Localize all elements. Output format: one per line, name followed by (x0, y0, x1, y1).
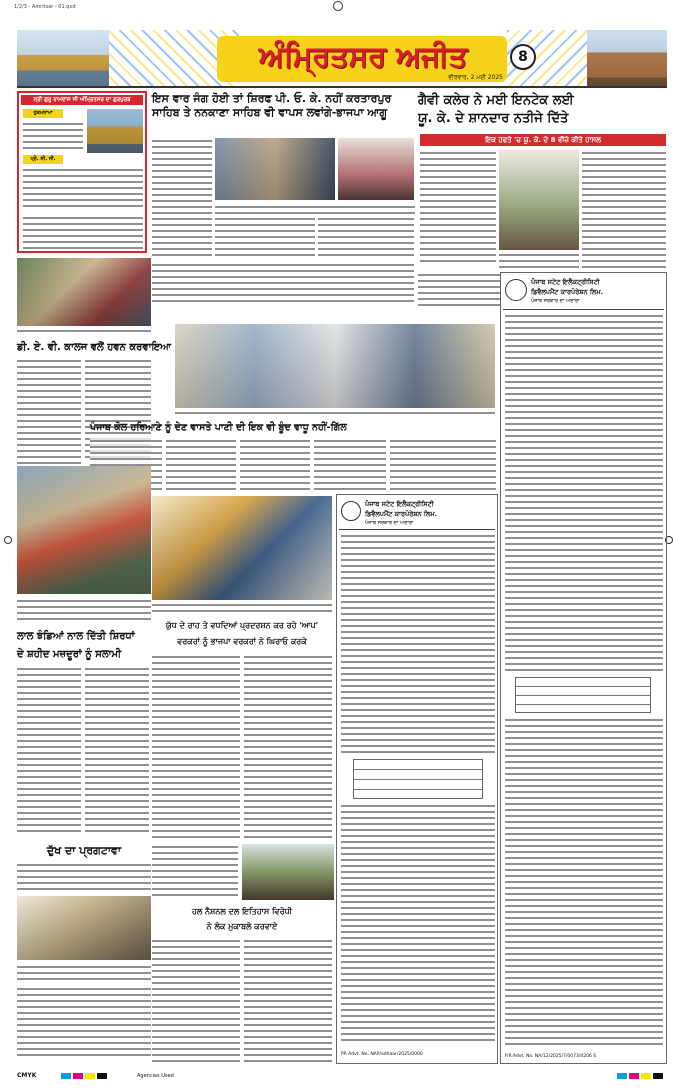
color-swatch-cyan (617, 1073, 627, 1079)
color-swatch-yellow (641, 1073, 651, 1079)
yudh-text-col1 (152, 654, 240, 840)
color-swatch-black (97, 1073, 107, 1079)
tender-org-sub: ਪੰਜਾਬ ਸਰਕਾਰ ਦਾ ਅਦਾਰਾ (365, 520, 414, 526)
hal-text-col1 (152, 938, 240, 1062)
box-text (23, 167, 143, 211)
tender-table (353, 759, 483, 799)
headline-yudh (152, 618, 332, 652)
nankana-photo-men (215, 138, 335, 200)
color-swatch-cyan (61, 1073, 71, 1079)
headline-lal (17, 628, 149, 664)
right-tender-adv-no: P.R.Advt. No. NA/12/2025/7/0073/4206 S (505, 1054, 597, 1059)
lal-text-col1 (17, 666, 81, 832)
punjab-water-text-col5 (390, 438, 496, 492)
footer-bar (17, 1070, 667, 1082)
headline-dukh: ਦੁੱਖ ਦਾ ਪ੍ਰਗਟਾਵਾ (46, 844, 122, 857)
dukh-text2 (17, 986, 151, 1060)
gauvi-text-col2 (582, 150, 666, 268)
heritage-building-image (587, 30, 667, 86)
golden-temple-photo (87, 109, 143, 153)
masthead-title: ਅੰਮ੍ਰਿਤਸਰ ਅਜੀਤ (258, 39, 468, 73)
headline-lal-line1: ਲਾਲ ਝੰਡਿਆਂ ਨਾਲ ਦਿੱਤੀ ਸ਼ਿਰਧਾਂ (17, 631, 135, 642)
gauvi-banner: ਇਕ ਹਫਤੇ 'ਚ ਯੂ. ਕੇ. ਦੇ 8 ਵੀਜ਼ੇ ਕੀਤੇ ਹਾਸਲ (420, 134, 666, 146)
headline-nankana-text: ਇਸ ਵਾਰ ਜੰਗ ਹੋਈ ਤਾਂ ਸ਼ਿਰਫ ਪੀ. ਓ. ਕੇ. ਨਹੀਂ ਕਰਤਾਰਪੁਰ ਸਾਹਿਬ ਤੇ ਨਨਕਾਣਾ ਸਾਹਿਬ ਵੀ ਵਾਪਸ ਲਵਾਂਗੇ-ਭਾਜਪਾ ਆਗੂ (152, 92, 392, 119)
right-tender-table (515, 677, 651, 713)
hal-text-col2 (244, 938, 332, 1062)
headline-lal-line2: ਦੇ ਸ਼ਹੀਦ ਮਜ਼ਦੂਰਾਂ ਨੂੰ ਸਲਾਮੀ (17, 649, 122, 660)
group-photo-center (175, 324, 495, 408)
ceremony-photo-left (17, 466, 151, 594)
box-text (23, 121, 83, 151)
tender-text3 (341, 803, 495, 1043)
nankana-caption (215, 204, 415, 214)
headline-dav: ਡੀ. ਏ. ਵੀ. ਕਾਲਜ ਵਲੋਂ ਹਵਨ ਕਰਵਾਇਆ (17, 342, 172, 353)
box-title: ਸ੍ਰੀ ਗੁਰੂ ਰਾਮਦਾਸ ਜੀ ਅੰਮ੍ਰਿਤਸਰ ਦਾ ਗੁਰਪੁਰਬ (21, 95, 143, 105)
ceremony-caption-left (17, 598, 151, 624)
punjab-water-text-col2 (166, 438, 236, 492)
punjab-water-text-col4 (314, 438, 386, 492)
nankana-text-col3 (318, 216, 414, 258)
headline-hal (152, 904, 332, 936)
page-number-badge: 8 (510, 44, 536, 70)
right-tender-text (505, 313, 663, 673)
headline-gauvi-line2: ਯੂ. ਕੇ. ਦੇ ਸ਼ਾਨਦਾਰ ਨਤੀਜੇ ਦਿੱਤੇ (418, 111, 569, 126)
punjab-water-text-col3 (240, 438, 310, 492)
tender-notice-right (500, 272, 667, 1064)
tender-notice-center (336, 494, 498, 1064)
headline-gauvi-line1: ਗੈਵੀ ਕਲੇਰ ਨੇ ਮਈ ਇਨਟੇਕ ਲਈ (418, 93, 574, 108)
group-photo-left-caption (17, 328, 151, 336)
print-slug: 1/2/3 - Amritsar - 01.qxd (14, 4, 76, 10)
right-tender-divider (503, 309, 664, 310)
right-tender-org-line2: ਡਿਵੈਲਪਮੈਂਟ ਕਾਰਪੋਰੇਸ਼ਨ ਲਿਮ. (531, 288, 604, 296)
group-photo-left (17, 258, 151, 326)
middle-story-text (152, 262, 414, 302)
headline-hal-line2: ਨੇ ਲੋਕ ਮੁਕਾਬਲੇ ਕਰਵਾਏ (206, 922, 278, 931)
masthead (17, 30, 667, 88)
right-tender-org-line1: ਪੰਜਾਬ ਸਟੇਟ ਇਲੈਕਟ੍ਰੀਸਿਟੀ (531, 278, 600, 286)
hal-text-top (152, 844, 238, 900)
color-swatch-magenta (73, 1073, 83, 1079)
box-text (23, 215, 143, 249)
tag-hukamnama: ਹੁਕਮਨਾਮਾ (23, 109, 63, 118)
golden-temple-image (17, 30, 109, 86)
tender-text (341, 533, 495, 693)
tag-prof: ਪ੍ਰੋ. ਸੀ. ਜੀ. (23, 155, 63, 164)
tender-divider (339, 529, 495, 530)
masthead-date: ਵੀਰਵਾਰ, 2 ਮਈ 2025 (448, 74, 503, 81)
psedc-logo-icon (505, 279, 527, 301)
gauvi-caption (499, 252, 579, 268)
footer-cmyk: CMYK (17, 1072, 37, 1079)
dukh-text (17, 862, 151, 892)
middle-story-text2 (418, 272, 500, 310)
dukh-caption (17, 964, 151, 984)
yudh-text-col2 (244, 654, 332, 840)
headline-yudh-line2: ਵਰਕਰਾਂ ਨੂੰ ਭਾਜਪਾ ਵਰਕਰਾਂ ਨੇ ਘਿਰਾਓ ਕਰਕੇ (177, 637, 307, 646)
right-tender-org-sub: ਪੰਜਾਬ ਸਰਕਾਰ ਦਾ ਅਦਾਰਾ (531, 298, 580, 304)
hal-photo (242, 844, 334, 900)
tender-text2 (341, 695, 495, 755)
headline-punjab-water: ਪੰਜਾਬ ਕੋਲ ਹਰਿਆਣੇ ਨੂੰ ਦੇਣ ਵਾਸਤੇ ਪਾਣੀ ਦੀ ਇਕ ਵੀ ਬੂੰਦ ਵਾਧੂ ਨਹੀਂ-ਗਿੱਲ (90, 422, 347, 433)
gauvi-text-col1 (420, 150, 496, 262)
gauvi-photo (499, 150, 579, 250)
nankana-text-col2 (215, 216, 315, 258)
guru-ramdas-box (17, 91, 147, 253)
color-swatch-magenta (629, 1073, 639, 1079)
group-photo-center-caption (175, 410, 495, 418)
psedc-logo-icon (341, 501, 361, 521)
ceremony-photo-center (152, 496, 332, 600)
dukh-photo (17, 896, 151, 960)
headline-nankana (152, 92, 412, 136)
headline-yudh-line1: ਯੁੱਧ ਦੇ ਰਾਹ ਤੇ ਵਧਦਿਆਂ ਪ੍ਰਦਰਸ਼ਨ ਕਰ ਰਹੇ 'ਆਪ' (165, 621, 319, 630)
tender-org-line1: ਪੰਜਾਬ ਸਟੇਟ ਇਲੈਕਟ੍ਰੀਸਿਟੀ (365, 500, 434, 508)
color-swatch-black (653, 1073, 663, 1079)
right-tender-text2 (505, 717, 663, 1047)
headline-gauvi (418, 92, 668, 132)
registration-mark-icon (333, 1, 343, 11)
headline-hal-line1: ਹਲ ਨੈਸ਼ਨਲ ਦਲ ਇਤਿਹਾਸ ਵਿਰੋਧੀ (191, 907, 293, 916)
nankana-photo-woman (338, 138, 414, 200)
ceremony-caption-center (152, 602, 332, 616)
color-swatch-yellow (85, 1073, 95, 1079)
lal-text-col2 (85, 666, 149, 832)
tender-org-line2: ਡਿਵੈਲਪਮੈਂਟ ਕਾਰਪੋਰੇਸ਼ਨ ਲਿਮ. (365, 510, 438, 518)
nankana-text-col1 (152, 138, 212, 258)
footer-note: Agencies Used (137, 1073, 174, 1079)
registration-mark-icon (4, 536, 12, 544)
tender-adv-no: PR Advt. No. NAP/adhaar/2025/0000 (341, 1052, 423, 1057)
